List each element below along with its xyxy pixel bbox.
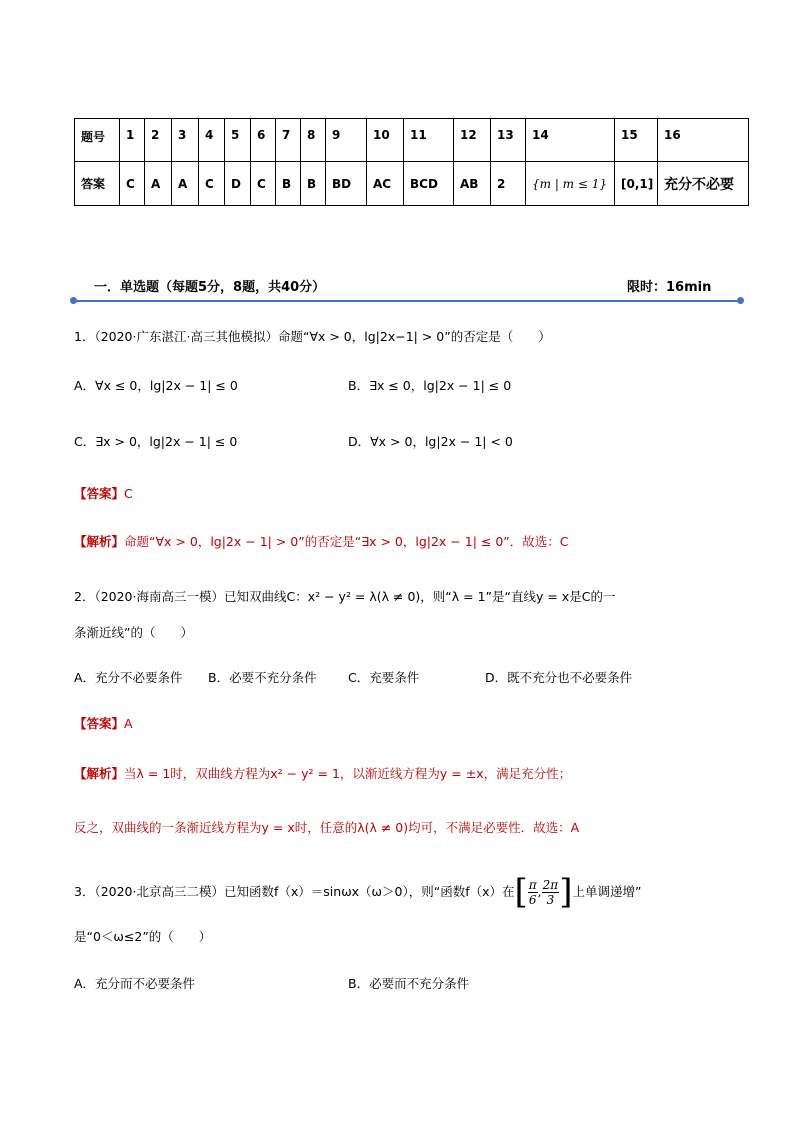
table-cell: 8 bbox=[301, 119, 326, 162]
section-title: 一．单选题（每题5分，8题，共40分） bbox=[94, 280, 326, 295]
question-2-stem-line2: 条渐近线”的（ ） bbox=[74, 625, 193, 640]
interval-comma: , bbox=[537, 884, 542, 899]
answer-tag: 【答案】 bbox=[74, 716, 125, 731]
table-cell: A bbox=[145, 162, 172, 206]
answer-table bbox=[74, 118, 749, 206]
question-1-stem: 1．（2020·广东湛江·高三其他模拟）命题“∀x > 0，lg|2x−1| > 0”的否定是（ ） bbox=[74, 329, 551, 344]
interval-close-bracket: ] bbox=[559, 872, 573, 912]
answer-tag: 【答案】 bbox=[74, 486, 125, 501]
table-cell: BCD bbox=[404, 162, 454, 206]
table-cell: 6 bbox=[251, 119, 276, 162]
table-cell: 12 bbox=[454, 119, 491, 162]
question-2-analysis-line1 bbox=[74, 764, 571, 782]
table-cell: 3 bbox=[172, 119, 199, 162]
fraction-denominator: 3 bbox=[546, 892, 555, 907]
analysis-tag: 【解析】 bbox=[74, 766, 125, 781]
table-cell: C bbox=[251, 162, 276, 206]
fraction-denominator: 6 bbox=[528, 892, 537, 907]
table-cell: 13 bbox=[491, 119, 526, 162]
analysis-text: 命题“∀x > 0，lg|2x − 1| > 0”的否定是“∃x > 0，lg|2x − 1| ≤ 0”．故选：C bbox=[124, 534, 569, 549]
table-cell: C bbox=[120, 162, 145, 206]
table-cell: 14 bbox=[526, 119, 615, 162]
table-cell: 1 bbox=[120, 119, 145, 162]
table-cell: 2 bbox=[145, 119, 172, 162]
answer-value: A bbox=[124, 716, 133, 731]
question-1-answer bbox=[74, 484, 133, 502]
table-cell: 2 bbox=[491, 162, 526, 206]
table-cell: 15 bbox=[615, 119, 658, 162]
question-1-option-c: C．∃x > 0，lg|2x − 1| ≤ 0 bbox=[74, 434, 238, 449]
question-1-option-d: D．∀x > 0，lg|2x − 1| < 0 bbox=[348, 434, 513, 449]
table-cell: 充分不必要 bbox=[658, 162, 749, 206]
question-2-option-a: A．充分不必要条件 bbox=[74, 670, 183, 685]
answer-label: 答案 bbox=[75, 162, 120, 206]
table-cell: B bbox=[276, 162, 301, 206]
question-1-analysis bbox=[74, 532, 569, 550]
fraction-pi-6 bbox=[528, 878, 538, 907]
table-cell: B bbox=[301, 162, 326, 206]
question-2-analysis-line2 bbox=[74, 818, 579, 836]
analysis-text: 当λ = 1时，双曲线方程为x² − y² = 1，以渐近线方程为y = ±x，满足充分性； bbox=[124, 766, 572, 781]
table-cell: BD bbox=[326, 162, 367, 206]
analysis-text: 反之，双曲线的一条渐近线方程为y = x时，任意的λ(λ ≠ 0)均可，不满足必要性．故选：A bbox=[74, 820, 580, 835]
table-cell: C bbox=[199, 162, 225, 206]
table-cell: 5 bbox=[225, 119, 251, 162]
table-cell: 4 bbox=[199, 119, 225, 162]
fraction-numerator: 2π bbox=[542, 877, 559, 892]
divider-dot-right bbox=[737, 297, 744, 304]
question-3-option-a: A．充分而不必要条件 bbox=[74, 976, 196, 991]
table-cell: 11 bbox=[404, 119, 454, 162]
header-label: 题号 bbox=[75, 119, 120, 162]
section-divider bbox=[72, 300, 742, 302]
fraction-2pi-3 bbox=[542, 878, 560, 907]
question-1-option-a: A．∀x ≤ 0，lg|2x − 1| ≤ 0 bbox=[74, 378, 238, 393]
time-limit: 限时：16min bbox=[627, 280, 712, 295]
question-1-option-b: B．∃x ≤ 0，lg|2x − 1| ≤ 0 bbox=[348, 378, 512, 393]
divider-dot-left bbox=[70, 297, 77, 304]
question-3-stem-line2: 是“0＜ω≤2”的（ ） bbox=[74, 929, 212, 944]
table-cell: [0,1] bbox=[615, 162, 658, 206]
table-cell: {m | m ≤ 1} bbox=[526, 162, 615, 206]
question-2-option-c: C．充要条件 bbox=[348, 670, 420, 685]
question-2-option-d: D．既不充分也不必要条件 bbox=[485, 670, 633, 685]
question-2-answer bbox=[74, 714, 133, 732]
table-cell: 10 bbox=[367, 119, 404, 162]
analysis-tag: 【解析】 bbox=[74, 534, 125, 549]
question-2-stem-line1: 2．（2020·海南高三一模）已知双曲线C：x² − y² = λ(λ ≠ 0)，则“λ = 1”是“直线y = x是C的一 bbox=[74, 589, 616, 604]
table-cell: AB bbox=[454, 162, 491, 206]
question-3-option-b: B．必要而不充分条件 bbox=[348, 976, 470, 991]
fraction-numerator: π bbox=[528, 877, 537, 892]
interval-open-bracket: [ bbox=[514, 872, 528, 912]
table-row bbox=[75, 119, 749, 162]
table-cell: 7 bbox=[276, 119, 301, 162]
answer-value: C bbox=[124, 486, 133, 501]
table-cell: 16 bbox=[658, 119, 749, 162]
table-cell: A bbox=[172, 162, 199, 206]
table-row bbox=[75, 162, 749, 206]
table-cell: 9 bbox=[326, 119, 367, 162]
question-3-stem-text: 3．（2020·北京高三二模）已知函数f（x）＝sinωx（ω＞0），则“函数f（x）在 bbox=[74, 884, 515, 899]
question-3-stem-tail: 上单调递增” bbox=[572, 884, 642, 899]
table-cell: D bbox=[225, 162, 251, 206]
question-3-stem-line1 bbox=[74, 870, 641, 914]
table-cell: AC bbox=[367, 162, 404, 206]
question-2-option-b: B．必要不充分条件 bbox=[208, 670, 317, 685]
